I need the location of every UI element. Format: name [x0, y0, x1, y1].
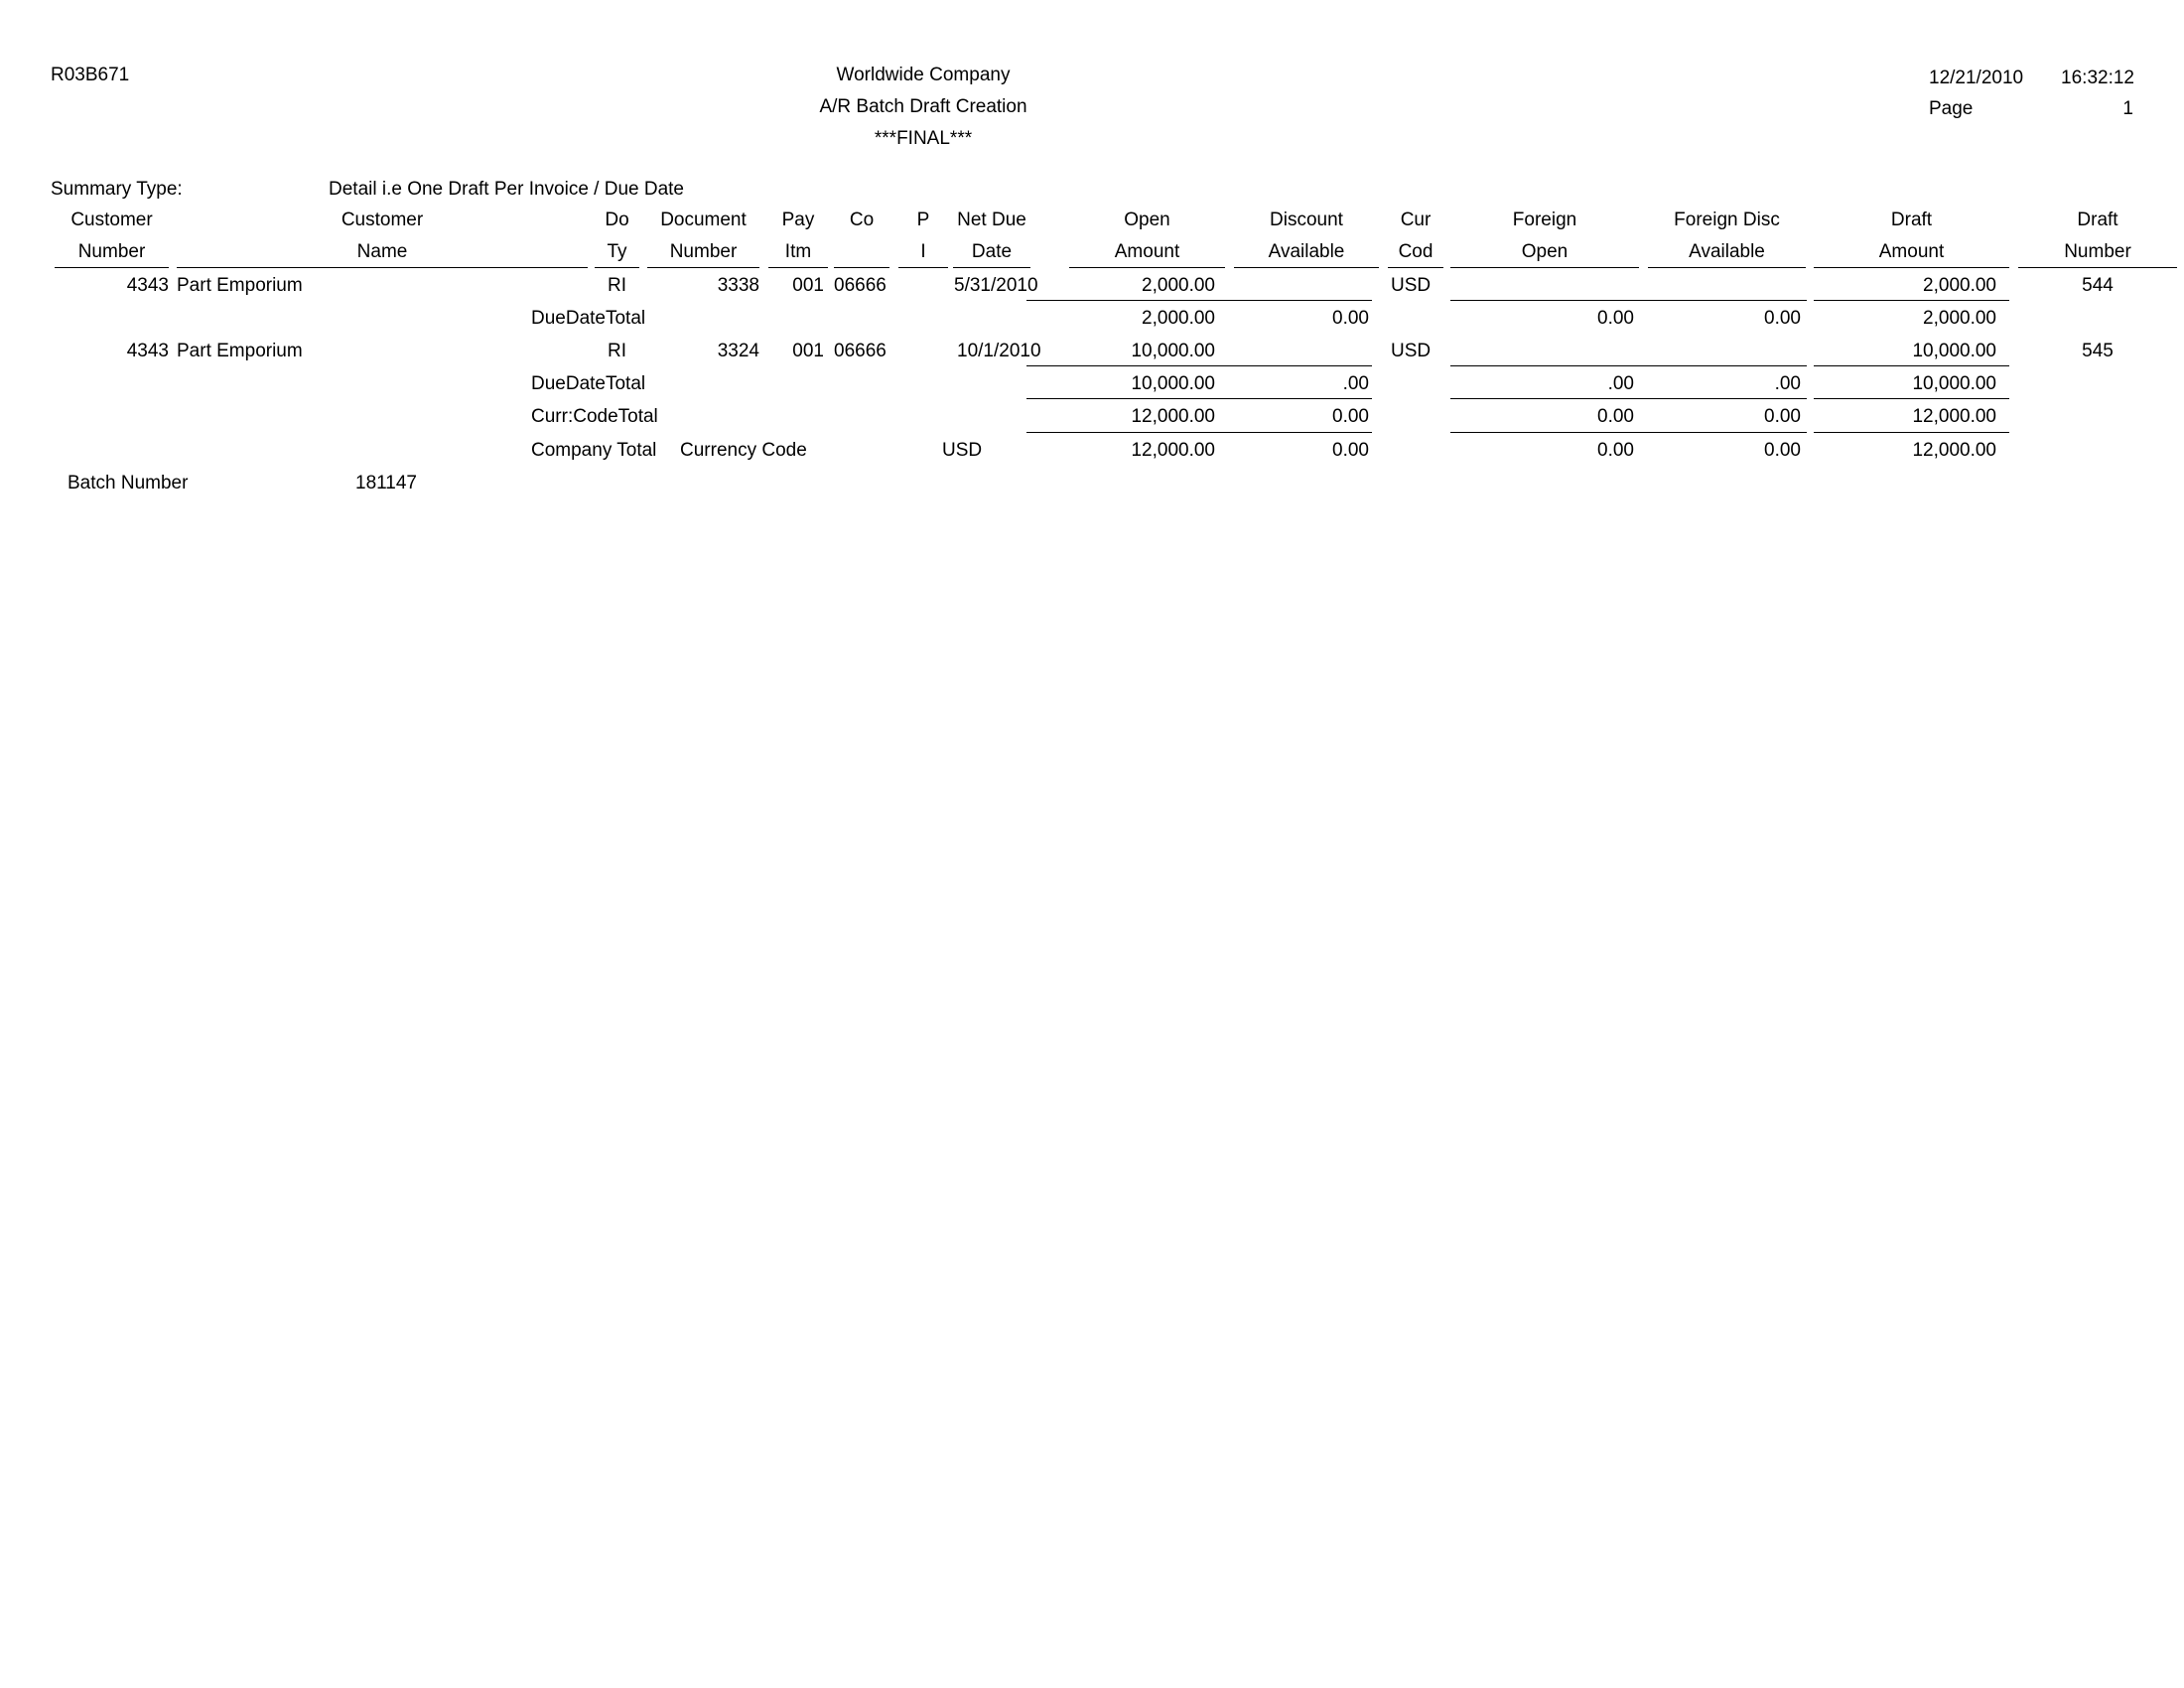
- total-discount-available: 0.00: [1332, 406, 1369, 427]
- col-pay-item-1: Pay: [781, 210, 815, 230]
- net-due-date: 10/1/2010: [957, 341, 1041, 361]
- col-open-amount-1: Open: [1124, 210, 1170, 230]
- report-time: 16:32:12: [2061, 68, 2134, 88]
- col-open-amount-2: Amount: [1114, 241, 1180, 262]
- col-pi-1: P: [916, 210, 930, 230]
- subtotal-rule: [1814, 432, 2009, 433]
- col-discount-available-1: Discount: [1270, 210, 1343, 230]
- batch-number-label: Batch Number: [68, 473, 189, 493]
- total-draft-amount: 12,000.00: [1912, 440, 1996, 461]
- subtotal-rule: [1026, 432, 1372, 433]
- col-customer-number-2: Number: [77, 241, 146, 262]
- col-doc-type-1: Do: [605, 210, 629, 230]
- currency-code: USD: [1391, 341, 1432, 361]
- pay-item: 001: [792, 275, 824, 296]
- batch-number-value: 181147: [355, 473, 417, 493]
- total-discount-available: .00: [1342, 373, 1369, 394]
- total-foreign-open: 0.00: [1597, 406, 1634, 427]
- col-draft-number-2: Number: [2064, 241, 2131, 262]
- subtotal-rule: [1814, 398, 2009, 399]
- subtotal-rule: [1450, 398, 1807, 399]
- total-open-amount: 12,000.00: [1131, 440, 1215, 461]
- subtotal-rule: [1814, 300, 2009, 301]
- col-foreign-disc-available-1: Foreign Disc: [1674, 210, 1780, 230]
- total-foreign-open: 0.00: [1597, 308, 1634, 329]
- col-doc-type-2: Ty: [607, 241, 627, 262]
- header-rule: [953, 267, 1030, 268]
- col-discount-available-2: Available: [1268, 241, 1345, 262]
- net-due-date: 5/31/2010: [954, 275, 1038, 296]
- header-rule: [1814, 267, 2009, 268]
- total-foreign-disc-available: 0.00: [1764, 406, 1801, 427]
- document-number: 3324: [717, 341, 759, 361]
- page-label: Page: [1929, 98, 1974, 119]
- total-draft-amount: 10,000.00: [1912, 373, 1996, 394]
- report-id: R03B671: [51, 65, 130, 85]
- header-rule: [595, 267, 639, 268]
- header-rule: [1388, 267, 1443, 268]
- customer-name: Part Emporium: [177, 341, 303, 361]
- company-code: 06666: [834, 275, 887, 296]
- subtotal-rule: [1814, 365, 2009, 366]
- doc-type: RI: [608, 341, 626, 361]
- col-draft-amount-1: Draft: [1890, 210, 1933, 230]
- col-foreign-open-2: Open: [1521, 241, 1569, 262]
- total-foreign-disc-available: .00: [1774, 373, 1801, 394]
- header-rule: [768, 267, 828, 268]
- currency-code: USD: [1391, 275, 1432, 296]
- subtotal-rule: [1026, 300, 1372, 301]
- total-foreign-disc-available: 0.00: [1764, 440, 1801, 461]
- col-company-1: Co: [849, 210, 875, 230]
- col-customer-number-1: Customer: [70, 210, 153, 230]
- total-draft-amount: 12,000.00: [1912, 406, 1996, 427]
- header-rule: [177, 267, 588, 268]
- report-status: ***FINAL***: [874, 128, 973, 149]
- doc-type: RI: [608, 275, 626, 296]
- document-number: 3338: [717, 275, 759, 296]
- open-amount: 10,000.00: [1131, 341, 1215, 361]
- report-title: A/R Batch Draft Creation: [819, 96, 1027, 117]
- draft-number: 545: [2082, 341, 2114, 361]
- company-name: Worldwide Company: [836, 65, 1011, 85]
- total-foreign-open: .00: [1607, 373, 1634, 394]
- col-document-number-2: Number: [669, 241, 738, 262]
- company-code: 06666: [834, 341, 887, 361]
- header-rule: [55, 267, 169, 268]
- col-customer-name-2: Name: [356, 241, 408, 262]
- total-open-amount: 2,000.00: [1142, 308, 1215, 329]
- draft-amount: 10,000.00: [1912, 341, 1996, 361]
- col-net-due-date-2: Date: [971, 241, 1013, 262]
- col-foreign-open-1: Foreign: [1512, 210, 1577, 230]
- col-foreign-disc-available-2: Available: [1689, 241, 1765, 262]
- subtotal-rule: [1450, 432, 1807, 433]
- col-currency-code-2: Cod: [1398, 241, 1433, 262]
- total-foreign-disc-available: 0.00: [1764, 308, 1801, 329]
- total-label: Company Total: [531, 440, 657, 461]
- subtotal-rule: [1026, 398, 1372, 399]
- open-amount: 2,000.00: [1142, 275, 1215, 296]
- total-open-amount: 12,000.00: [1131, 406, 1215, 427]
- customer-name: Part Emporium: [177, 275, 303, 296]
- header-rule: [1648, 267, 1806, 268]
- pay-item: 001: [792, 341, 824, 361]
- subtotal-rule: [1026, 365, 1372, 366]
- customer-number: 4343: [126, 341, 169, 361]
- currency-code-label: Currency Code: [680, 440, 807, 461]
- col-pi-2: I: [920, 241, 926, 262]
- company-currency: USD: [942, 440, 983, 461]
- header-rule: [2018, 267, 2177, 268]
- total-label: DueDateTotal: [531, 373, 646, 394]
- col-currency-code-1: Cur: [1400, 210, 1432, 230]
- header-rule: [1450, 267, 1639, 268]
- header-rule: [834, 267, 889, 268]
- col-pay-item-2: Itm: [784, 241, 812, 262]
- header-rule: [898, 267, 948, 268]
- total-foreign-open: 0.00: [1597, 440, 1634, 461]
- total-label: Curr:CodeTotal: [531, 406, 658, 427]
- total-label: DueDateTotal: [531, 308, 646, 329]
- total-open-amount: 10,000.00: [1131, 373, 1215, 394]
- subtotal-rule: [1450, 300, 1807, 301]
- page-number: 1: [2122, 98, 2133, 119]
- header-rule: [647, 267, 759, 268]
- col-draft-number-1: Draft: [2077, 210, 2118, 230]
- subtotal-rule: [1450, 365, 1807, 366]
- header-rule: [1069, 267, 1225, 268]
- summary-type-label: Summary Type:: [51, 179, 183, 200]
- report-date: 12/21/2010: [1929, 68, 2024, 88]
- total-draft-amount: 2,000.00: [1923, 308, 1996, 329]
- draft-number: 544: [2082, 275, 2114, 296]
- draft-amount: 2,000.00: [1923, 275, 1996, 296]
- col-net-due-date-1: Net Due: [957, 210, 1026, 230]
- col-draft-amount-2: Amount: [1878, 241, 1945, 262]
- col-document-number-1: Document: [660, 210, 747, 230]
- summary-type-value: Detail i.e One Draft Per Invoice / Due Date: [329, 179, 684, 200]
- col-customer-name-1: Customer: [341, 210, 424, 230]
- total-discount-available: 0.00: [1332, 308, 1369, 329]
- header-rule: [1234, 267, 1379, 268]
- customer-number: 4343: [126, 275, 169, 296]
- total-discount-available: 0.00: [1332, 440, 1369, 461]
